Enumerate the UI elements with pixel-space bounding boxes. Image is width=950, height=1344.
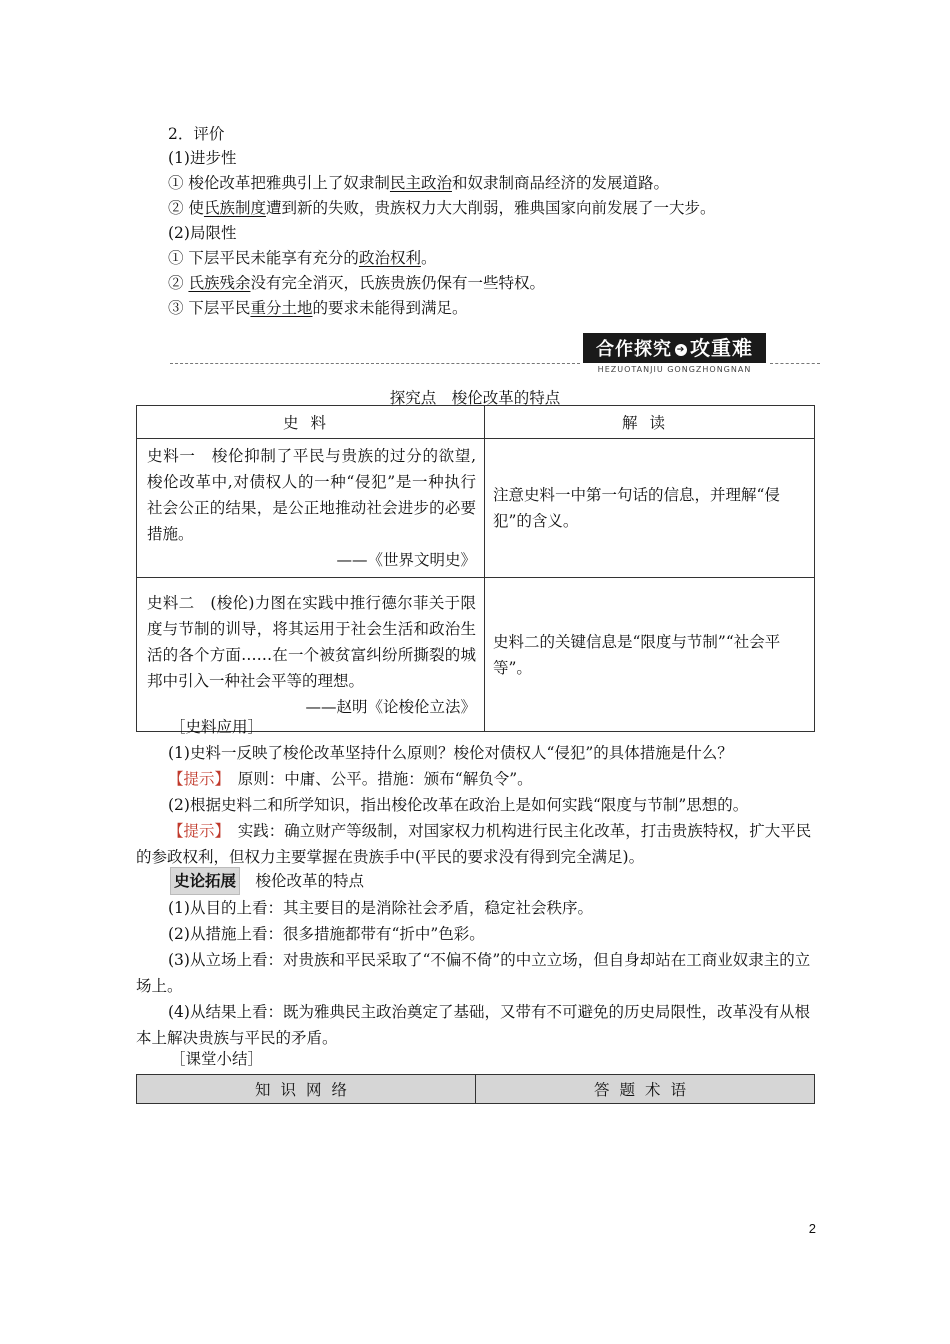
question-2: (2)根据史料二和所学知识，指出梭伦改革在政治上是如何实践“限度与节制”思想的。 <box>168 796 749 814</box>
banner-title: 合作探究 ➔ 攻重难 <box>583 333 766 363</box>
banner-divider-right <box>770 363 820 364</box>
arrow-icon: ➔ <box>676 345 686 355</box>
application-section <box>136 714 815 870</box>
table-row <box>137 439 815 578</box>
tip-label: 【提示】 <box>168 822 223 840</box>
table-row <box>137 578 815 732</box>
extension-point-1: (1)从目的上看：其主要目的是消除社会矛盾，稳定社会秩序。 <box>168 899 593 917</box>
extension-point-4: (4)从结果上看：既为雅典民主政治奠定了基础，又带有不可避免的历史局限性，改革没有从根本上解决贵族与平民的矛盾。 <box>136 1003 810 1047</box>
page-number: 2 <box>808 1221 816 1236</box>
extension-section <box>136 867 815 1051</box>
banner-divider-left <box>170 363 580 364</box>
limit-heading: (2)局限性 <box>168 224 237 242</box>
section-banner <box>170 332 820 378</box>
banner-pinyin: HEZUOTANJIU GONGZHONGNAN <box>597 365 752 374</box>
summary-col-terms: 答题术语 <box>476 1075 815 1104</box>
source-cell-1: 史料一 梭伦抑制了平民与贵族的过分的欲望,梭伦改革中,对债权人的一种“侵犯”是一种执行社会公正的结果，是公正地推动社会进步的必要措施。 ——《世界文明史》 <box>137 439 485 578</box>
source-citation: ——《世界文明史》 <box>336 551 476 569</box>
progress-item-1: ① 梭伦改革把雅典引上了奴隶制民主政治和奴隶制商品经济的发展道路。 <box>168 174 669 192</box>
answer-1: 【提示】 原则：中庸、公平。措施：颁布“解负令”。 <box>168 770 533 788</box>
limit-item-2: ② 氏族残余没有完全消灭，氏族贵族仍保有一些特权。 <box>168 274 545 292</box>
interpretation-cell-2: 史料二的关键信息是“限度与节制”“社会平等”。 <box>485 578 815 732</box>
section-subtitle: 探究点 梭伦改革的特点 <box>389 389 561 407</box>
source-table <box>136 405 815 732</box>
summary-table <box>136 1074 815 1104</box>
evaluation-heading: 2．评价 <box>168 125 225 143</box>
source-citation: ——赵明《论梭伦立法》 <box>305 697 476 716</box>
summary-col-knowledge: 知识网络 <box>137 1075 476 1104</box>
limit-item-1: ① 下层平民未能享有充分的政治权利。 <box>168 249 437 267</box>
interpretation-cell-1: 注意史料一中第一句话的信息，并理解“侵犯”的含义。 <box>485 439 815 578</box>
extension-heading: 史论拓展 梭伦改革的特点 <box>136 867 815 895</box>
extension-point-2: (2)从措施上看：很多措施都带有“折中”色彩。 <box>168 925 485 943</box>
answer-2: 【提示】 实践：确立财产等级制，对国家权力机构进行民主化改革，打击贵族特权，扩大平民的参政权利，但权力主要掌握在贵族手中(平民的要求没有得到完全满足)。 <box>136 822 812 866</box>
table-header-interpretation: 解读 <box>485 406 815 439</box>
table-header-sources: 史料 <box>137 406 485 439</box>
summary-heading: ［课堂小结］ <box>170 1050 264 1068</box>
question-1: (1)史料一反映了梭伦改革坚持什么原则？梭伦对债权人“侵犯”的具体措施是什么？ <box>168 744 733 762</box>
application-heading: ［史料应用］ <box>170 718 264 736</box>
limit-item-3: ③ 下层平民重分土地的要求未能得到满足。 <box>168 299 468 317</box>
extension-tag: 史论拓展 <box>170 867 240 895</box>
progress-item-2: ② 使氏族制度遭到新的失败，贵族权力大大削弱，雅典国家向前发展了一大步。 <box>168 199 716 217</box>
tip-label: 【提示】 <box>168 770 223 788</box>
progress-heading: (1)进步性 <box>168 149 237 167</box>
source-cell-2: 史料二 (梭伦)力图在实践中推行德尔菲关于限度与节制的训导，将其运用于社会生活和政治生活的各个方面……在一个被贫富纠纷所撕裂的城邦中引入一种社会平等的理想。 ——赵明《论梭伦立法》 <box>137 578 485 732</box>
extension-point-3: (3)从立场上看：对贵族和平民采取了“不偏不倚”的中立立场，但自身却站在工商业奴隶主的立场上。 <box>136 951 811 995</box>
